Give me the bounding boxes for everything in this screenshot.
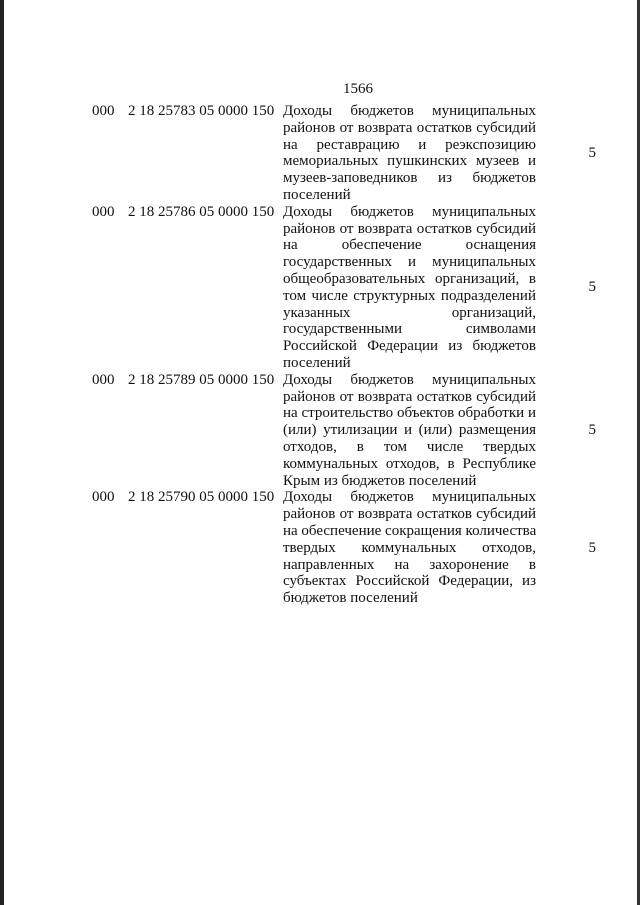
- value-cell: 5: [588, 279, 596, 296]
- description-line: указанных организаций,: [283, 304, 536, 321]
- description-line: государственных и муниципальных: [283, 254, 536, 271]
- value-cell: 5: [588, 422, 596, 439]
- scan-edge-left: [0, 0, 4, 905]
- description-line: Доходы бюджетов муниципальных: [283, 103, 536, 119]
- description-line: том числе структурных подразделений: [283, 287, 536, 304]
- description-line: Российской Федерации из бюджетов: [283, 338, 536, 355]
- description-line: отходов, в том числе твердых: [283, 438, 536, 455]
- description-line: поселений: [283, 186, 351, 203]
- description-line: коммунальных отходов, в Республике: [283, 455, 536, 472]
- table-row: [92, 103, 600, 204]
- description-line: музеев-заповедников из бюджетов: [283, 170, 536, 187]
- table-row: [92, 204, 600, 372]
- income-description: [283, 489, 536, 607]
- income-description: [283, 204, 536, 372]
- budget-codes-table: [92, 103, 600, 607]
- description-line: на обеспечение оснащения: [283, 237, 536, 254]
- description-line: на обеспечение сокращения количества: [283, 522, 537, 539]
- description-line: Доходы бюджетов муниципальных: [283, 203, 536, 220]
- description-line: поселений: [283, 354, 351, 371]
- description-line: на строительство объектов обработки и: [283, 405, 536, 422]
- value-cell: 5: [588, 144, 596, 161]
- description-line: субъектах Российской Федерации, из: [283, 573, 536, 590]
- table-row: [92, 489, 600, 607]
- description-line: Доходы бюджетов муниципальных: [283, 371, 536, 388]
- description-line: бюджетов поселений: [283, 590, 418, 607]
- budget-classification-code: 2 18 25786 05 0000 150: [128, 203, 275, 220]
- income-description: [283, 103, 536, 204]
- income-description: [283, 372, 536, 490]
- admin-code: 000: [92, 489, 115, 506]
- page-number: 1566: [343, 81, 373, 97]
- budget-classification-code: 2 18 25789 05 0000 150: [128, 371, 275, 388]
- value-cell: 5: [588, 539, 596, 556]
- description-line: Крым из бюджетов поселений: [283, 472, 477, 489]
- description-line: районов от возврата остатков субсидий: [283, 220, 536, 237]
- description-line: государственными символами: [283, 321, 536, 338]
- budget-classification-code: 2 18 25783 05 0000 150: [128, 103, 275, 119]
- description-line: направленных на захоронение в: [283, 556, 536, 573]
- description-line: (или) утилизации и (или) размещения: [283, 422, 536, 439]
- description-line: районов от возврата остатков субсидий: [283, 388, 536, 405]
- description-line: районов от возврата остатков субсидий: [283, 119, 536, 136]
- budget-classification-code: 2 18 25790 05 0000 150: [128, 489, 275, 506]
- description-line: районов от возврата остатков субсидий: [283, 506, 536, 523]
- description-line: твердых коммунальных отходов,: [283, 539, 536, 556]
- description-line: мемориальных пушкинских музеев и: [283, 153, 536, 170]
- admin-code: 000: [92, 371, 115, 388]
- admin-code: 000: [92, 203, 115, 220]
- description-line: общеобразовательных организаций, в: [283, 270, 536, 287]
- admin-code: 000: [92, 103, 115, 119]
- description-line: Доходы бюджетов муниципальных: [283, 489, 536, 506]
- table-row: [92, 372, 600, 490]
- description-line: на реставрацию и реэкспозицию: [283, 136, 536, 153]
